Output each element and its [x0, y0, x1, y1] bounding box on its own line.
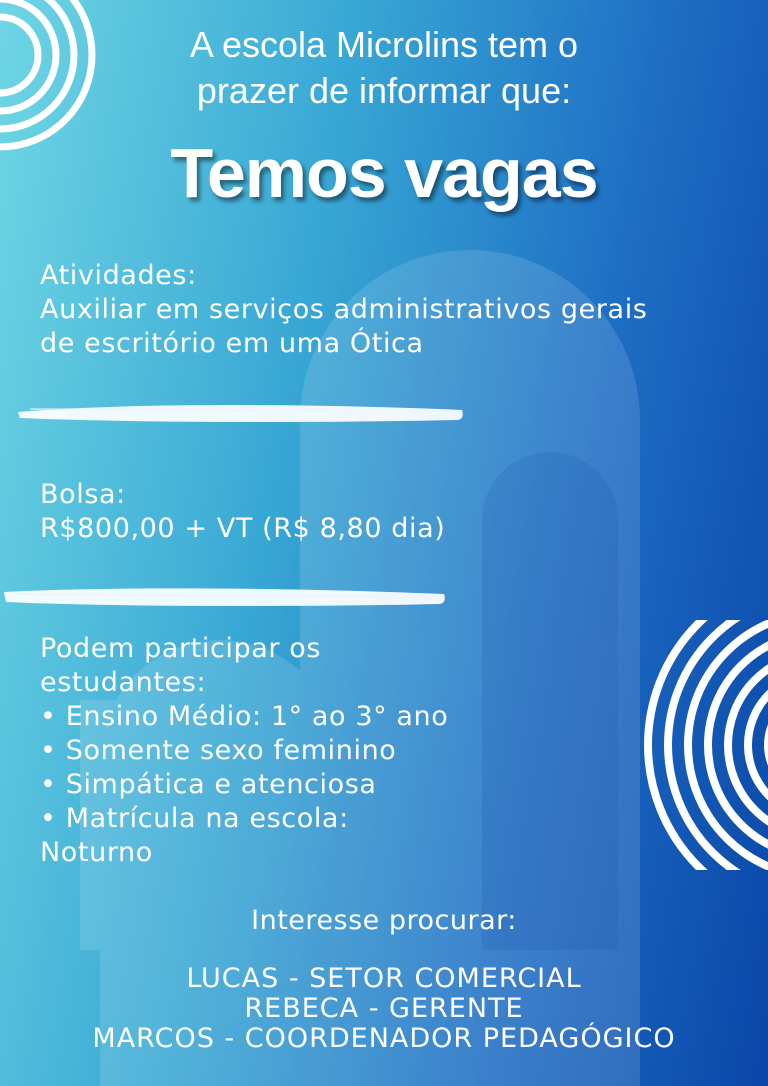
stipend-value: R$800,00 + VT (R$ 8,80 dia) [40, 513, 446, 544]
eligibility-line-1: Podem participar os [40, 633, 322, 664]
intro-text [0, 22, 768, 114]
intro-line-1: A escola Microlins tem o [189, 24, 579, 65]
requirements-list [40, 700, 740, 836]
list-item: • Matrícula na escola: [40, 802, 740, 836]
contact-name: MARCOS - COORDENADOR PEDAGÓGICO [92, 1023, 676, 1054]
page-title: Temos vagas [170, 134, 598, 212]
contact-heading: Interesse procurar: [251, 905, 517, 936]
activities-line-1: Auxiliar em serviços administrativos gerais [40, 294, 648, 325]
list-item: • Ensino Médio: 1° ao 3° ano [40, 700, 740, 734]
contact-name: REBECA - GERENTE [244, 993, 524, 1024]
activities-section [40, 259, 740, 361]
contact-names [0, 964, 768, 1054]
list-item: • Somente sexo feminino [40, 734, 740, 768]
intro-line-2: prazer de informar que: [196, 70, 572, 111]
list-item: • Simpática e atenciosa [40, 768, 740, 802]
eligibility-section [40, 632, 740, 870]
activities-label: Atividades: [40, 260, 197, 291]
stipend-label: Bolsa: [40, 479, 126, 510]
eligibility-line-2: estudantes: [40, 667, 207, 698]
stipend-section [40, 478, 740, 546]
eligibility-last-line: Noturno [40, 837, 153, 868]
activities-line-2: de escritório em uma Ótica [40, 328, 424, 359]
contact-name: LUCAS - SETOR COMERCIAL [186, 963, 582, 994]
